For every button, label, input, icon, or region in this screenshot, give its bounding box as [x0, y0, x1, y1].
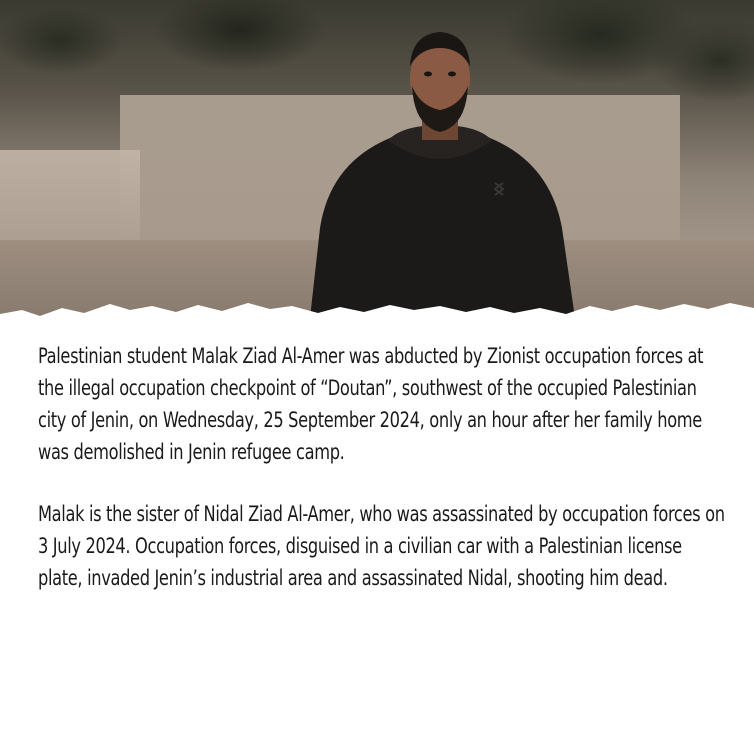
- man-in-black-hoodie-photo: [300, 28, 580, 318]
- paragraph-abduction: Palestinian student Malak Ziad Al-Amer was abducted by Zionist occupation forces at the illegal occupation checkpoint of “Doutan”, southwest of the occupied Palestinian city of Jenin, on Wednesday, 25 September 2024, only an hour after her family home was demolished in Jenin refugee camp.: [38, 344, 704, 464]
- torn-paper-edge: [0, 286, 754, 330]
- paragraph-assassination: Malak is the sister of Nidal Ziad Al-Amer, who was assassinated by occupation forces on 3 July 2024. Occupation forces, disguised in a civilian car with a Palestinian license plate, invaded Jenin’s industrial area and assassinated Nidal, shooting him dead.: [38, 502, 725, 590]
- article-text: [38, 340, 728, 624]
- header-photo: [0, 0, 754, 330]
